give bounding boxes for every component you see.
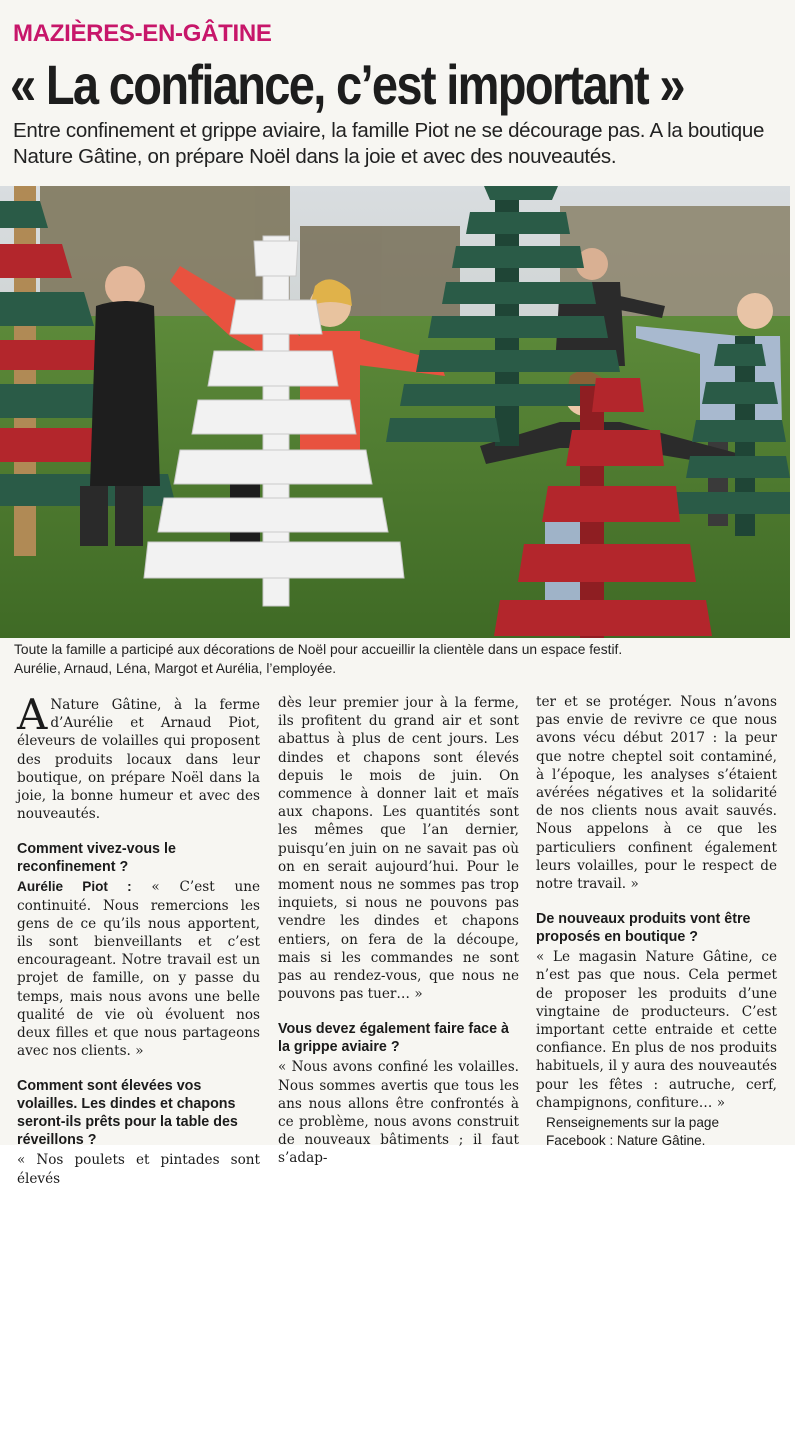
answer-elevage-continued: dès leur premier jour à la ferme, ils profitent du grand air et sont abattus à plus de cent jours. Les dindes et chapons sont élevés depuis le mois de juin. On commence à donner lait et maïs aux chapons. Les quantités sont les mêmes que l’an dernier, puisqu’en juin on ne savait pas où on en serait aujourd’hui. Pour le moment nous ne sommes pas trop inquiets, si nous ne pouvons pas vendre les dindes et chapons entiers, on fera de la découpe, mais si les commandes ne sont pas au rendez-vous, que nous ne pouvons pas tuer… » — [278, 695, 519, 1003]
caption-line-2: Aurélie, Arnaud, Léna, Margot et Aurélia, l’employée. — [14, 661, 337, 676]
photo-caption — [14, 640, 784, 678]
answer-reconfinement — [17, 878, 260, 1060]
article-column-2 — [278, 694, 519, 1168]
location-kicker: MAZIÈRES-EN-GÂTINE — [13, 20, 272, 47]
caption-line-1: Toute la famille a participé aux décorations de Noël pour accueillir la clientèle dans un espace festif. — [14, 642, 623, 657]
article-column-3 — [536, 693, 777, 1150]
answer-elevage-start: « Nos poulets et pintades sont élevés — [17, 1152, 260, 1187]
standfirst: Entre confinement et grippe aviaire, la famille Piot ne se décourage pas. A la boutique Nature Gâtine, on prépare Noël dans la joie et avec des nouveautés. — [13, 119, 765, 168]
answer-grippe-aviaire-continued: ter et se protéger. Nous n’avons pas envie de revivre ce que nous avons vécu début 2017 : la peur que notre cheptel soit contaminé, à l’époque, les analyses s’étaient avérées négatives et la solidarité de nos clients nous avait sauvés. Nous appelons à ce que les particuliers confinent également leurs volailles, pour le respect de notre travail. » — [536, 694, 777, 893]
headline: « La confiance, c’est important » — [10, 53, 684, 116]
question-reconfinement: Comment vivez-vous le reconfinement ? — [17, 841, 176, 876]
answer-grippe-aviaire-start: « Nous avons confiné les volailles. Nous sommes avertis que tous les ans nous allons être confrontés à ce problème, nous avons construit de nouveaux bâtiments ; il faut s’adap- — [278, 1059, 519, 1167]
drop-cap: A — [17, 690, 48, 739]
family-christmas-trees-photo — [0, 186, 790, 638]
answer-nouveaux-produits: « Le magasin Nature Gâtine, ce n’est pas que nous. Cela permet de proposer les produits d’une vingtaine de producteurs. C’est important cette entraide et cette confiance. En plus de nos produits habituels, il y aura des nouveautés pour les fêtes : autruche, cerf, champignons, confiture… » — [536, 949, 777, 1111]
intro-paragraph — [17, 690, 260, 823]
speaker-name: Aurélie Piot : — [17, 879, 132, 895]
intro-text: Nature Gâtine, à la ferme d’Aurélie et Arnaud Piot, éleveurs de volailles qui proposent des produits locaux dans leur boutique, on prépare Noël dans la joie, la bonne humeur et avec des nouveautés. — [17, 697, 260, 823]
question-grippe-aviaire: Vous devez également faire face à la grippe aviaire ? — [278, 1021, 509, 1056]
answer-reconfinement-text: « C’est une continuité. Nous remercions les gens de ce qu’ils nous apportent, ils sont bienveillants et c’est encourageant. Notre travail est un projet de famille, on y passe du temps, mais nous avons une belle qualité de vie où évoluent nos deux filles et que nous partageons avec nos clients. » — [17, 879, 260, 1060]
question-nouveaux-produits: De nouveaux produits vont être proposés en boutique ? — [536, 911, 751, 946]
question-elevage: Comment sont élevées vos volailles. Les dindes et chapons seront-ils prêts pour la table des réveillons ? — [17, 1078, 238, 1149]
info-line-2: Facebook : Nature Gâtine. — [546, 1133, 706, 1149]
article-column-1 — [17, 690, 260, 1188]
info-line-1: Renseignements sur la page — [546, 1115, 720, 1131]
